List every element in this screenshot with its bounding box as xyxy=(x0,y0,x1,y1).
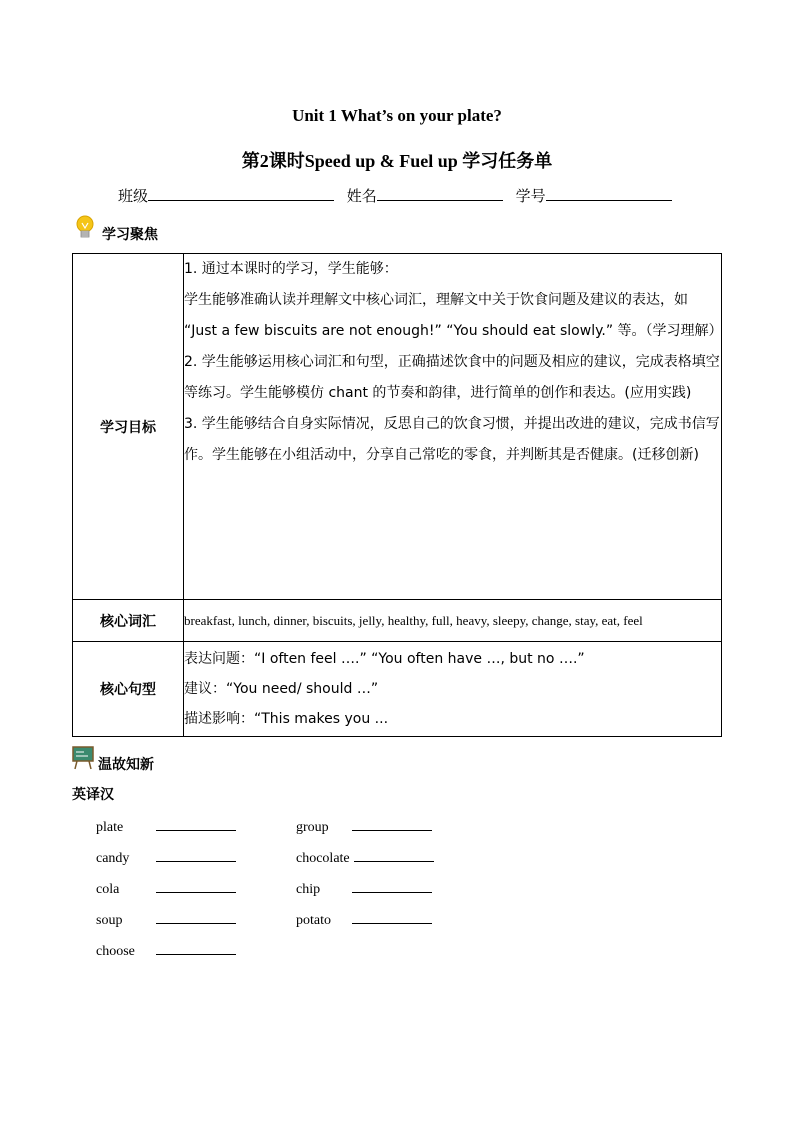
name-blank[interactable] xyxy=(377,185,503,201)
blackboard-icon xyxy=(72,746,94,770)
section-review-label: 温故知新 xyxy=(98,757,154,773)
answer-blank[interactable] xyxy=(156,879,236,893)
word-row xyxy=(96,941,236,960)
goal-item: 学生能够准确认读并理解文中核心词汇，理解文中关于饮食问题及建议的表达，如 “Just a few biscuits are not enough!” “You should eat slowly.” 等。（学习理解） xyxy=(184,292,723,339)
word-item: chip xyxy=(296,882,321,897)
focus-table xyxy=(72,253,722,737)
vocab-row xyxy=(73,600,722,642)
word-item: choose xyxy=(96,944,135,959)
word-item: candy xyxy=(96,851,130,866)
goal-item: 3. 学生能够结合自身实际情况，反思自己的饮食习惯，并提出改进的建议，完成书信写作。学生能够在小组活动中，分享自己常吃的零食，并判断其是否健康。(迁移创新) xyxy=(184,416,720,463)
word-item: plate xyxy=(96,820,124,835)
word-row xyxy=(296,879,432,898)
number-label: 学号 xyxy=(515,187,546,205)
translate-heading: 英译汉 xyxy=(72,787,114,803)
answer-blank[interactable] xyxy=(352,817,432,831)
word-item: chocolate xyxy=(296,851,350,866)
vocab-cell: breakfast, lunch, dinner, biscuits, jelly, healthy, full, heavy, sleepy, change, stay, eat, feel xyxy=(184,600,722,642)
class-label: 班级 xyxy=(118,187,149,205)
vocab-label: 核心词汇 xyxy=(73,600,184,642)
goals-row xyxy=(73,254,722,600)
lightbulb-icon xyxy=(74,214,96,244)
section-focus xyxy=(74,214,158,244)
goal-item: 1. 通过本课时的学习，学生能够： xyxy=(184,261,398,277)
section-focus-label: 学习聚焦 xyxy=(102,227,158,243)
word-item: soup xyxy=(96,913,123,928)
section-review xyxy=(72,742,154,774)
answer-blank[interactable] xyxy=(156,910,236,924)
sentence-item: 建议：“You need/ should …” xyxy=(184,681,379,697)
answer-blank[interactable] xyxy=(156,941,236,955)
sentences-row xyxy=(73,642,722,737)
page-title: Unit 1 What’s on your plate? xyxy=(292,106,502,125)
word-row xyxy=(96,817,236,836)
word-item: group xyxy=(296,820,329,835)
answer-blank[interactable] xyxy=(354,848,434,862)
answer-blank[interactable] xyxy=(156,848,236,862)
word-row xyxy=(96,910,236,929)
answer-blank[interactable] xyxy=(352,910,432,924)
word-row xyxy=(296,910,432,929)
sentence-item: 表达问题：“I often feel ….” “You often have …, but no ….” xyxy=(184,651,585,667)
word-row xyxy=(296,848,434,867)
goals-label: 学习目标 xyxy=(73,254,184,600)
goal-item: 2. 学生能够运用核心词汇和句型，正确描述饮食中的问题及相应的建议，完成表格填空等练习。学生能够模仿 chant 的节奏和韵律，进行简单的创作和表达。(应用实践) xyxy=(184,354,720,401)
answer-blank[interactable] xyxy=(352,879,432,893)
word-row xyxy=(96,848,236,867)
name-label: 姓名 xyxy=(346,187,377,205)
sentences-cell xyxy=(184,642,722,737)
goals-cell xyxy=(184,254,722,600)
number-blank[interactable] xyxy=(546,185,672,201)
word-row xyxy=(96,879,236,898)
word-item: potato xyxy=(296,913,331,928)
sentence-item: 描述影响：“This makes you ... xyxy=(184,711,389,727)
class-blank[interactable] xyxy=(148,185,334,201)
word-row xyxy=(296,817,432,836)
sentences-label: 核心句型 xyxy=(73,642,184,737)
student-info xyxy=(118,185,680,206)
word-item: cola xyxy=(96,882,120,897)
answer-blank[interactable] xyxy=(156,817,236,831)
page-subtitle: 第2课时Speed up & Fuel up 学习任务单 xyxy=(241,151,553,171)
